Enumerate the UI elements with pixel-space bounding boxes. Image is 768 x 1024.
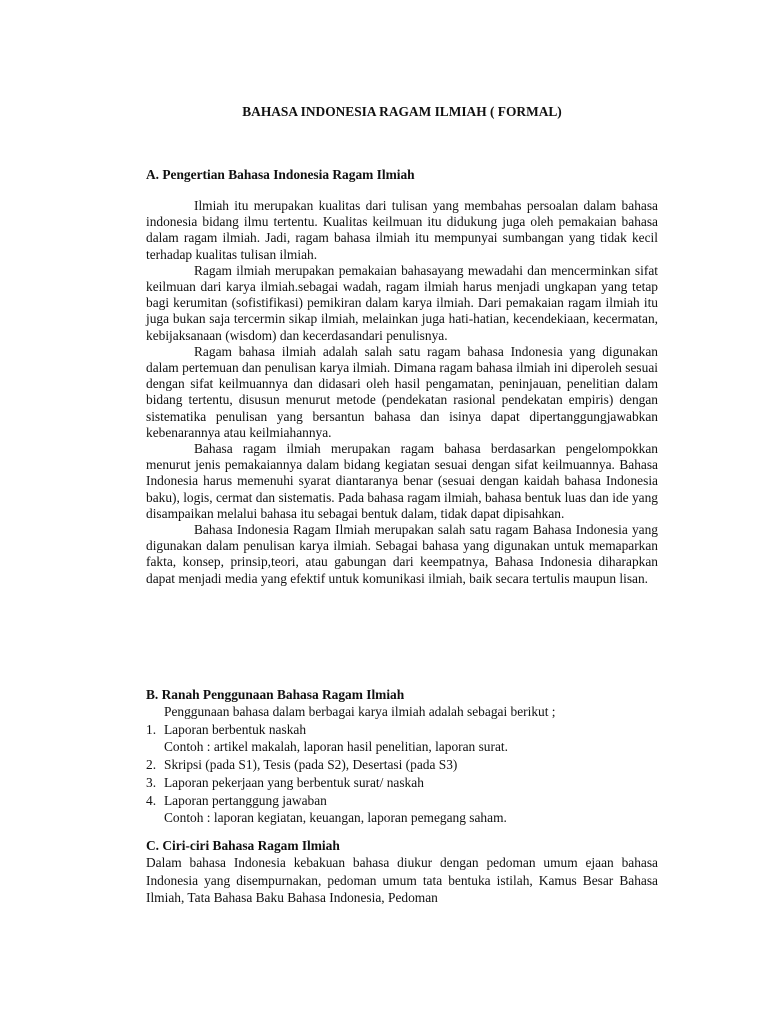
list-item bbox=[146, 756, 658, 774]
list-item-number: 3. bbox=[146, 774, 157, 790]
list-item-number: 2. bbox=[146, 757, 157, 773]
section-a-heading: A. Pengertian Bahasa Indonesia Ragam Ilmiah bbox=[146, 167, 415, 182]
section-c-body bbox=[146, 854, 658, 907]
list-item-number: 1. bbox=[146, 721, 157, 737]
list-item-text: Laporan pekerjaan yang berbentuk surat/ naskah bbox=[164, 774, 424, 790]
document-title: BAHASA INDONESIA RAGAM ILMIAH ( FORMAL) bbox=[242, 104, 562, 119]
list-item-text: Laporan berbentuk naskah bbox=[164, 721, 307, 737]
section-b-intro bbox=[146, 703, 658, 721]
section-a-paragraph: Ragam ilmiah merupakan pemakaian bahasayang mewadahi dan mencerminkan sifat keilmuan dari karya ilmiah.sebagai wadah, ragam ilmiah harus menjadi ungkapan yang tetap bagi kerumitan (sofistifikasi) pemikiran dalam karya ilmiah. Dari pemakaian ragam ilmiah itu juga bukan saja tercermin sikap ilmiah, melainkan juga hati-hatian, kecendekiaan, kecermatan, kebijaksanaan (wisdom) dan kecerdasandari penulisnya. bbox=[146, 262, 658, 343]
list-item bbox=[146, 738, 658, 756]
section-a-body bbox=[146, 198, 658, 587]
section-c-paragraph: Dalam bahasa Indonesia kebakuan bahasa diukur dengan pedoman umum ejaan bahasa Indonesia yang disempurnakan, pedoman umum tata bentuka istilah, Kamus Besar Bahasa Ilmiah, Tata Bahasa Baku Bahasa Indonesia, Pedoman bbox=[146, 855, 658, 905]
list-item bbox=[146, 809, 658, 827]
section-a-paragraph: Bahasa Indonesia Ragam Ilmiah merupakan salah satu ragam Bahasa Indonesia yang digunakan dalam penulisan karya ilmiah. Sebagai bahasa yang digunakan untuk memaparkan fakta, konsep, prinsip,teori, atau gabungan dari keempatnya, Bahasa Indonesia diharapkan dapat menjadi media yang efektif untuk komunikasi ilmiah, baik secara tertulis maupun lisan. bbox=[146, 522, 658, 586]
section-b-intro-text: Penggunaan bahasa dalam berbagai karya ilmiah adalah sebagai berikut ; bbox=[164, 704, 556, 719]
section-a-paragraph: Ragam bahasa ilmiah adalah salah satu ragam bahasa Indonesia yang digunakan dalam pertemuan dan penulisan karya ilmiah. Dimana ragam bahasa ilmiah ini diperoleh sesuai dengan sifat keilmuannya dan didasari oleh hasil pengamatan, peninjauan, penelitian dalam bidang tertentu, disusun menurut metode (pendekatan rasional pendekatan empiris) dengan sistematika penulisan yang bersantun bahasa dan isinya dapat dipertanggungjawabkan kebenarannya atau keilmiahannya. bbox=[146, 343, 658, 440]
list-item bbox=[146, 774, 658, 792]
list-item-text: Skripsi (pada S1), Tesis (pada S2), Desertasi (pada S3) bbox=[164, 757, 458, 773]
section-a-paragraph: Bahasa ragam ilmiah merupakan ragam bahasa berdasarkan pengelompokkan menurut jenis pemakaiannya dalam bidang kegiatan sesuai dengan sifat keilmuannya. Bahasa Indonesia harus memenuhi syarat diantaranya benar (sesuai dengan kaidah bahasa Indonesia baku), logis, cermat dan sistematis. Pada bahasa ragam ilmiah, bahasa bentuk luas dan ide yang disampaikan melalui bahasa itu sebagai bentuk dalam, tidak dapat dipisahkan. bbox=[146, 441, 658, 521]
list-item-text: Contoh : laporan kegiatan, keuangan, laporan pemegang saham. bbox=[164, 810, 507, 826]
section-b-heading: B. Ranah Penggunaan Bahasa Ragam Ilmiah bbox=[146, 687, 405, 702]
section-a-paragraph: Ilmiah itu merupakan kualitas dari tulisan yang membahas persoalan dalam bahasa indonesia bidang ilmu tertentu. Kualitas keilmuan itu didukung juga oleh pemakaian bahasa dalam ragam ilmiah. Jadi, ragam bahasa ilmiah itu mempunyai sumbangan yang tidak kecil terhadap kualitas tulisan ilmiah. bbox=[146, 198, 658, 262]
section-b-list bbox=[146, 703, 658, 827]
list-item-text: Contoh : artikel makalah, laporan hasil penelitian, laporan surat. bbox=[164, 739, 508, 755]
list-item-text: Laporan pertanggung jawaban bbox=[164, 792, 327, 808]
list-item bbox=[146, 792, 658, 810]
section-c-heading: C. Ciri-ciri Bahasa Ragam Ilmiah bbox=[146, 838, 340, 853]
list-item-number: 4. bbox=[146, 792, 157, 808]
list-item bbox=[146, 721, 658, 739]
document-page bbox=[146, 0, 658, 1024]
